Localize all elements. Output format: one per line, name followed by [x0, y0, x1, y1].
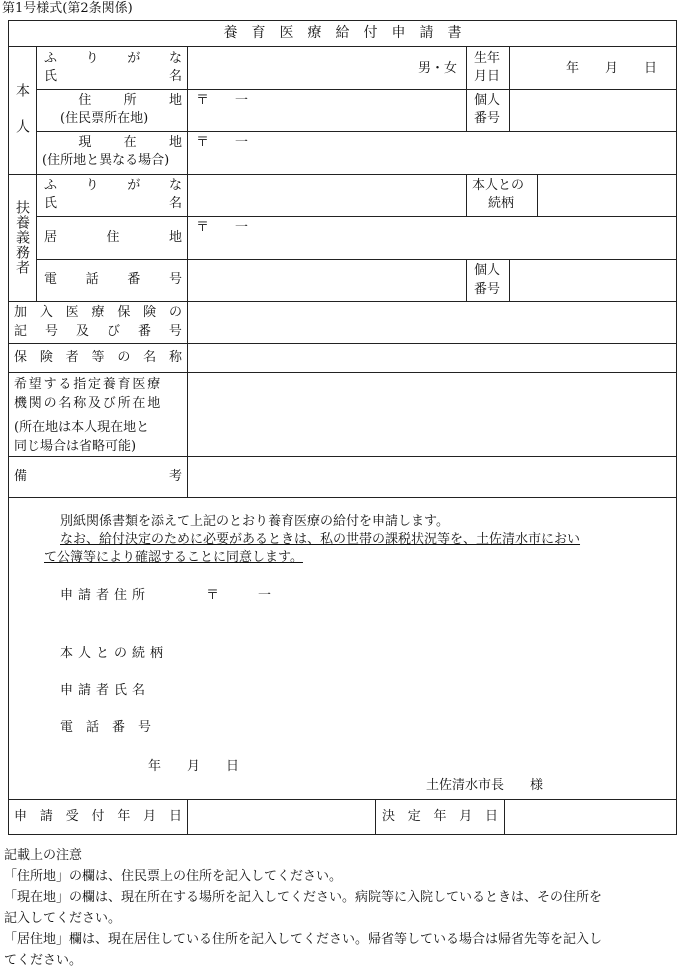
fuyo-relation-label-2: 続柄 [488, 196, 515, 211]
note-item: てください。 [4, 953, 83, 968]
honnin-address-postal[interactable]: 〒 一 [196, 93, 249, 108]
decision-date-label: 決 定 年 月 日 [382, 809, 498, 824]
hospital-label-2: 機関の名称及び所在地 [14, 396, 163, 411]
fuyo-kojin-label-1: 個人 [474, 263, 501, 278]
note-item: 「居住地」欄は、現在居住している住所を記入してください。帰省等している場合は帰省先等を記入し [4, 932, 603, 947]
applicant-address-label: 申請者住所 [60, 588, 151, 603]
hospital-note-1: (所在地は本人現在地と [14, 420, 150, 435]
honnin-sex[interactable]: 男・女 [418, 61, 458, 76]
insurance-label-2: 記 号 及 び 番 号 [14, 324, 182, 339]
fuyo-relation-label-1: 本人との [472, 178, 525, 193]
note-item: 「現在地」の欄は、現在所在する場所を記入してください。病院等に入院しているときは、その住所を [4, 890, 603, 905]
insurance-label-1: 加 入 医 療 保 険 の [14, 305, 182, 320]
honnin-section-label: 本 人 [14, 83, 30, 137]
honnin-name-label: 氏 名 [44, 69, 182, 84]
declaration-line-2: なお、給付決定のために必要があるときは、私の世帯の課税状況等を、土佐清水市におい [60, 532, 581, 547]
applicant-relation-label: 本人との続柄 [60, 646, 169, 661]
fuyo-residence-postal[interactable]: 〒 一 [196, 220, 249, 235]
fuyo-section-label: 扶養義務者 [14, 200, 30, 275]
honnin-birth-date[interactable]: 年 月 日 [566, 61, 658, 76]
honnin-birth-label-1: 生年 [474, 51, 501, 66]
insurer-label: 保 険 者 等 の 名 称 [14, 350, 182, 365]
fuyo-kojin-label-2: 番号 [474, 282, 501, 297]
hospital-note-2: 同じ場合は省略可能) [14, 439, 137, 454]
notes-heading: 記載上の注意 [4, 848, 83, 863]
honnin-kojin-label-2: 番号 [474, 111, 501, 126]
applicant-postal[interactable]: 〒 一 [206, 588, 272, 603]
honnin-address-sub: (住民票所在地) [60, 111, 149, 126]
fuyo-phone-label: 電 話 番 号 [44, 272, 182, 287]
application-date[interactable]: 年 月 日 [148, 759, 240, 774]
declaration-line-3: て公簿等により確認することに同意します。 [44, 550, 303, 565]
remarks-label: 備 考 [14, 469, 182, 484]
fuyo-name-label: 氏 名 [44, 196, 182, 211]
note-item: 「住所地」の欄は、住民票上の住所を記入してください。 [4, 869, 343, 884]
honnin-current-label: 現 在 地 [78, 135, 182, 150]
notes-section [4, 845, 602, 971]
fuyo-furigana-label: ふ り が な [44, 178, 182, 193]
recipient: 土佐清水市長 様 [426, 778, 544, 793]
form-title: 養 育 医 療 給 付 申 請 書 [223, 25, 462, 41]
note-item: 記入してください。 [4, 911, 122, 926]
fuyo-residence-label: 居 住 地 [44, 230, 182, 245]
honnin-furigana-label: ふ り が な [44, 51, 182, 66]
honnin-current-postal[interactable]: 〒 一 [196, 135, 249, 150]
honnin-address-label: 住 所 地 [78, 93, 182, 108]
form-number-label: 第1号様式(第2条関係) [2, 1, 133, 16]
applicant-phone-label: 電 話 番 号 [60, 720, 152, 735]
honnin-current-sub: (住所地と異なる場合) [42, 153, 170, 168]
honnin-kojin-label-1: 個人 [474, 93, 501, 108]
applicant-name-label: 申請者氏名 [60, 683, 151, 698]
honnin-birth-label-2: 月日 [474, 69, 501, 84]
declaration-line-1: 別紙関係書類を添えて上記のとおり養育医療の給付を申請します。 [60, 514, 449, 529]
received-date-label: 申 請 受 付 年 月 日 [14, 809, 182, 824]
hospital-label-1: 希望する指定養育医療 [14, 377, 163, 392]
